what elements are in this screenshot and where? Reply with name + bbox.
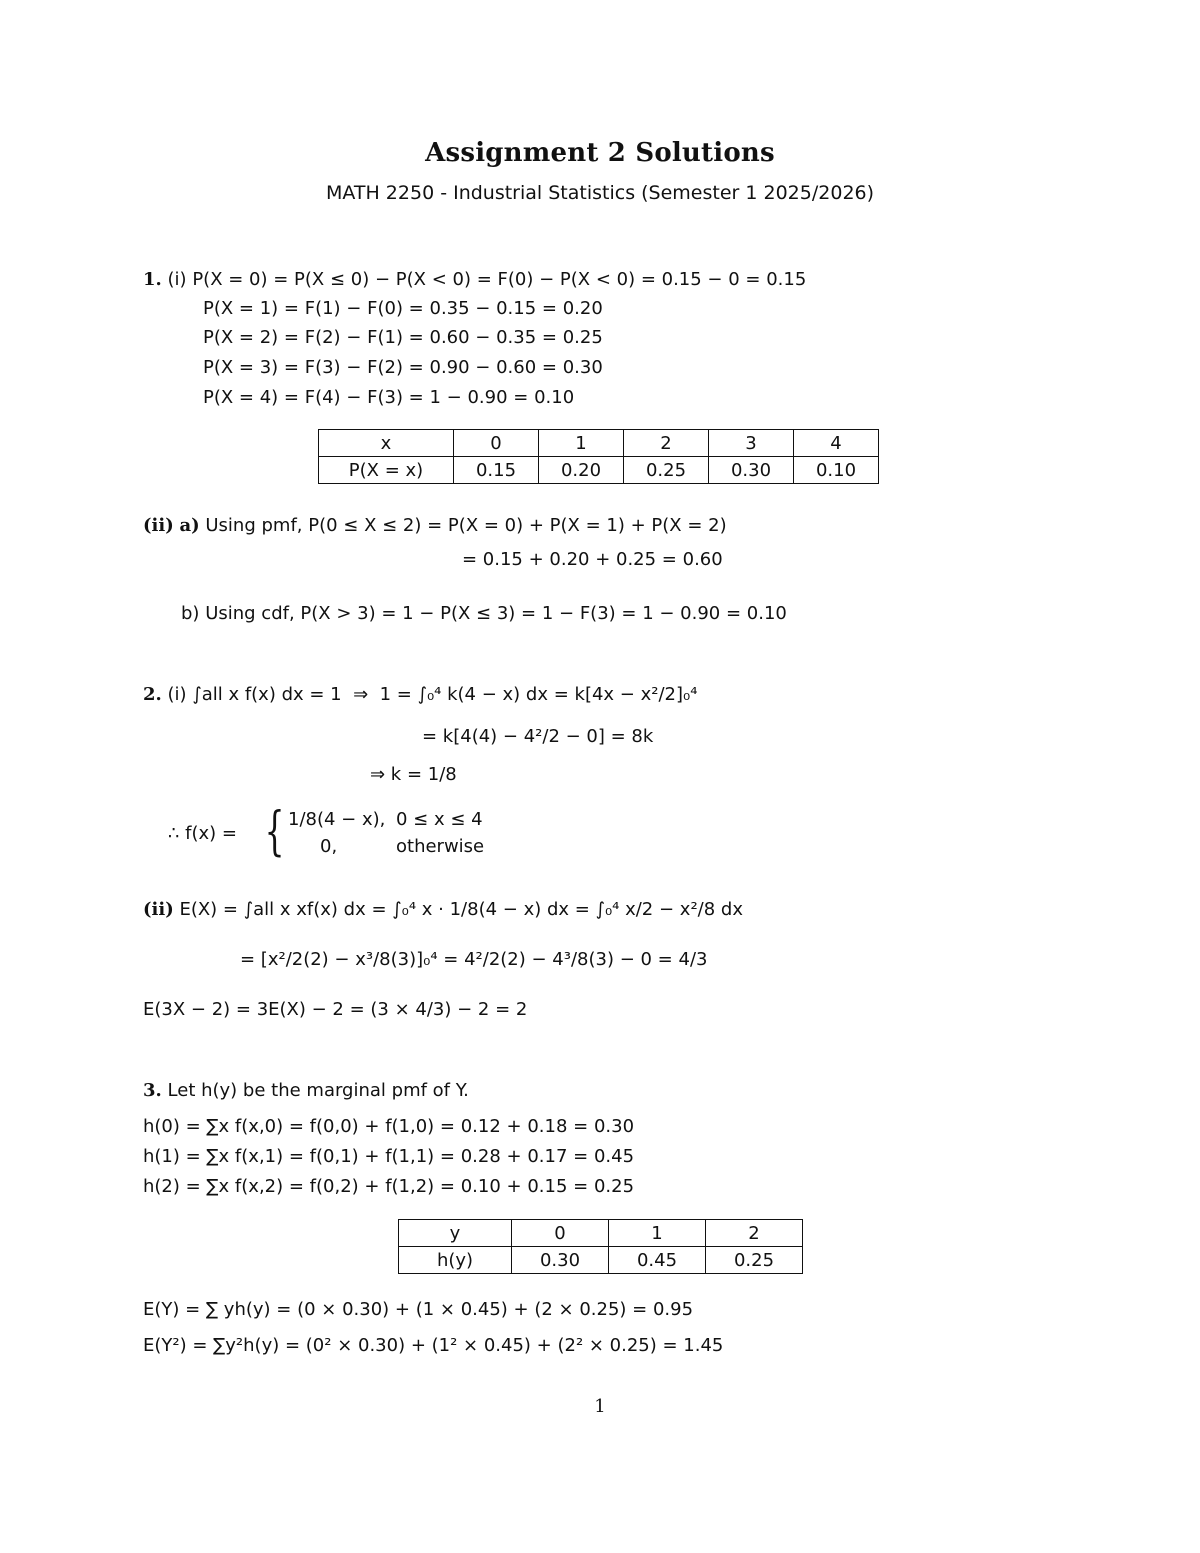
q3-eq-1: h(1) = ∑x f(x,1) = f(0,1) + f(1,1) = 0.28 + 0.17 = 0.45 xyxy=(143,1146,635,1167)
document-subtitle: MATH 2250 - Industrial Statistics (Semester 1 2025/2026) xyxy=(325,182,875,204)
document-title: Assignment 2 Solutions xyxy=(425,138,775,168)
q1-eq-1: P(X = 1) = F(1) − F(0) = 0.35 − 0.15 = 0.20 xyxy=(203,298,603,319)
q1-a-eq-2: = 0.15 + 0.20 + 0.25 = 0.60 xyxy=(462,549,723,570)
table-cell: 0.15 xyxy=(454,457,539,484)
q3-ey2: E(Y²) = ∑y²h(y) = (0² × 0.30) + (1² × 0.45) + (2² × 0.25) = 1.45 xyxy=(143,1335,724,1356)
table-cell: 0.45 xyxy=(609,1247,706,1274)
q2-eq-2: = k[4(4) − 4²/2 − 0] = 8k xyxy=(422,726,654,747)
table-cell: 0.10 xyxy=(794,457,879,484)
q3-intro: Let h(y) be the marginal pmf of Y. xyxy=(167,1080,469,1101)
q1-number: 1. xyxy=(143,269,162,290)
q1-b-eq: Using cdf, P(X > 3) = 1 − P(X ≤ 3) = 1 − F(3) = 1 − 0.90 = 0.10 xyxy=(205,603,787,624)
q2-case1-cond: 0 ≤ x ≤ 4 xyxy=(396,809,483,830)
table-cell: 2 xyxy=(706,1220,803,1247)
q2-e-eq-1: E(X) = ∫all x xf(x) dx = ∫₀⁴ x · 1/8(4 − x) dx = ∫₀⁴ x/2 − x²/8 dx xyxy=(179,899,743,920)
q1-a-label: a) xyxy=(179,515,200,536)
table-cell: 1 xyxy=(539,430,624,457)
table-cell: 0.30 xyxy=(709,457,794,484)
q2-part2-label: (ii) xyxy=(143,899,174,920)
table-row-label: y xyxy=(399,1220,512,1247)
q1-eq-4: P(X = 4) = F(4) − F(3) = 1 − 0.90 = 0.10 xyxy=(203,387,575,408)
table-cell: 0.30 xyxy=(512,1247,609,1274)
q1-pmf-table xyxy=(318,429,879,484)
table-row xyxy=(399,1247,803,1274)
q2-line-1 xyxy=(143,683,697,707)
table-row-label: x xyxy=(319,430,454,457)
q2-part1-label: (i) xyxy=(167,684,187,705)
q2-f-lhs: ∴ f(x) = xyxy=(168,823,238,844)
table-cell: 1 xyxy=(609,1220,706,1247)
q3-eq-0: h(0) = ∑x f(x,0) = f(0,0) + f(1,0) = 0.12 + 0.18 = 0.30 xyxy=(143,1116,635,1137)
table-row xyxy=(319,457,879,484)
q1-eq-3: P(X = 3) = F(3) − F(2) = 0.90 − 0.60 = 0.30 xyxy=(203,357,603,378)
q1-line-1 xyxy=(143,268,806,292)
table-cell: 0.25 xyxy=(706,1247,803,1274)
q1-eq-0: P(X = 0) = P(X ≤ 0) − P(X < 0) = F(0) − P(X < 0) = 0.15 − 0 = 0.15 xyxy=(192,269,807,290)
q3-eq-2: h(2) = ∑x f(x,2) = f(0,2) + f(1,2) = 0.10 + 0.15 = 0.25 xyxy=(143,1176,635,1197)
q2-case1-expr: 1/8(4 − x), xyxy=(288,809,386,830)
q2-case2-expr: 0, xyxy=(320,836,338,857)
q3-marginal-table xyxy=(398,1219,803,1274)
q1-b-label: b) xyxy=(181,603,200,624)
q2-number: 2. xyxy=(143,684,162,705)
q2-eq-1: ∫all x f(x) dx = 1 ⇒ 1 = ∫₀⁴ k(4 − x) dx = k[4x − x²/2]₀⁴ xyxy=(192,684,698,705)
table-row xyxy=(399,1220,803,1247)
page-number: 1 xyxy=(594,1396,606,1417)
table-cell: 0.25 xyxy=(624,457,709,484)
q3-number: 3. xyxy=(143,1080,162,1101)
q2-e-eq-3: E(3X − 2) = 3E(X) − 2 = (3 × 4/3) − 2 = 2 xyxy=(143,999,528,1020)
q1-a-eq-1: Using pmf, P(0 ≤ X ≤ 2) = P(X = 0) + P(X = 1) + P(X = 2) xyxy=(205,515,727,536)
table-row-label: P(X = x) xyxy=(319,457,454,484)
table-cell: 4 xyxy=(794,430,879,457)
q3-intro-line xyxy=(143,1079,469,1103)
left-brace-icon: { xyxy=(264,802,285,862)
q1-part1-label: (i) xyxy=(167,269,187,290)
q2-eq-3: ⇒ k = 1/8 xyxy=(370,764,457,785)
q2-case2-cond: otherwise xyxy=(396,836,485,857)
q1-eq-2: P(X = 2) = F(2) − F(1) = 0.60 − 0.35 = 0.25 xyxy=(203,327,603,348)
table-cell: 2 xyxy=(624,430,709,457)
q2-e-eq-2: = [x²/2(2) − x³/8(3)]₀⁴ = 4²/2(2) − 4³/8(3) − 0 = 4/3 xyxy=(240,949,708,970)
table-cell: 0.20 xyxy=(539,457,624,484)
q1-part2-label: (ii) xyxy=(143,515,174,536)
table-row xyxy=(319,430,879,457)
table-row-label: h(y) xyxy=(399,1247,512,1274)
table-cell: 0 xyxy=(454,430,539,457)
table-cell: 0 xyxy=(512,1220,609,1247)
table-cell: 3 xyxy=(709,430,794,457)
q1-part2-a-line xyxy=(143,514,727,538)
q3-ey: E(Y) = ∑ yh(y) = (0 × 0.30) + (1 × 0.45) + (2 × 0.25) = 0.95 xyxy=(143,1299,694,1320)
q1-b-line xyxy=(181,602,787,626)
q2-part2-line-1 xyxy=(143,898,743,922)
